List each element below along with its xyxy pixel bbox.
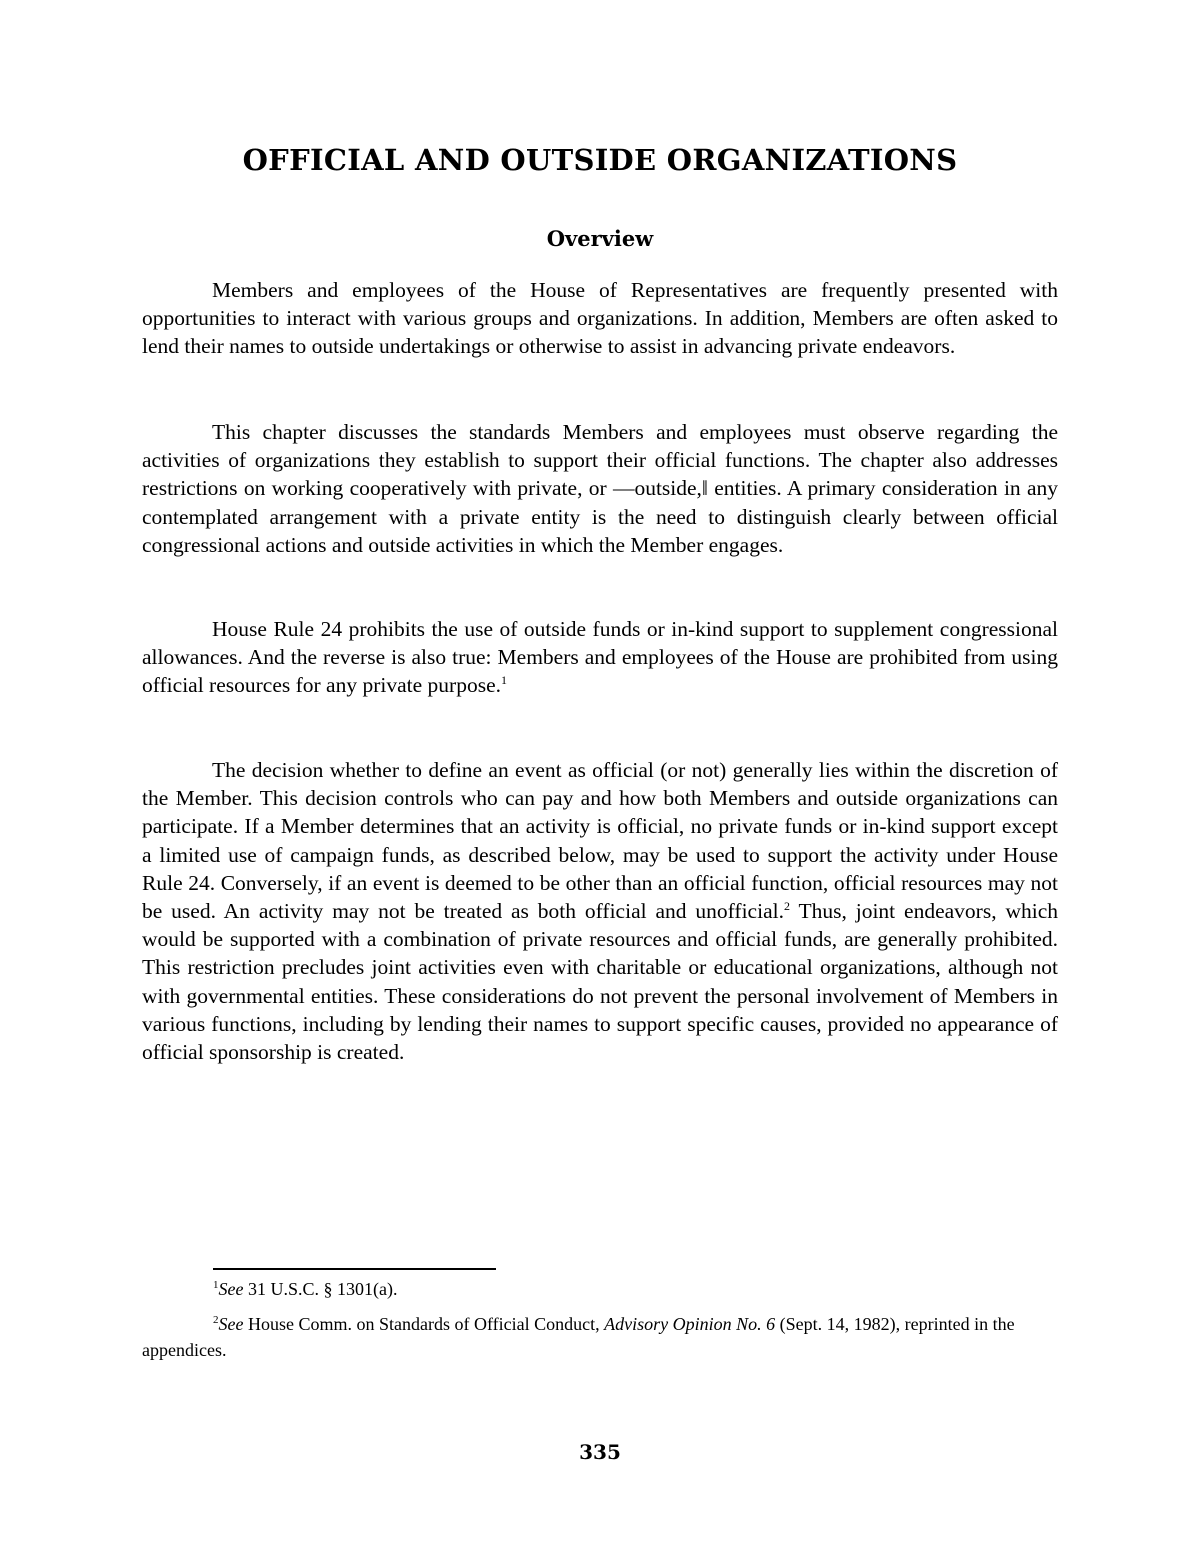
section-heading: Overview (546, 226, 654, 251)
paragraph-chapter-scope: This chapter discusses the standards Members and employees must observe regarding the activities of organizations they establish to support their official functions. The chapter also addresses restrictions on working cooperatively with private, or —outside,‖ entities. A primary consideration in any contemplated arrangement with a private entity is the need to distinguish clearly between official congressional actions and outside activities in which the Member engages. (142, 420, 1058, 557)
footnote-2 (142, 1311, 1058, 1363)
footnote-text: 31 U.S.C. § 1301(a). (243, 1279, 398, 1299)
footnote-text: House Comm. on Standards of Official Conduct, (243, 1314, 605, 1334)
paragraph-text: The decision whether to define an event as official (or not) generally lies within the discretion of the Member. This decision controls who can pay and how both Members and outside organizations can participate. If a Member determines that an activity is official, no private funds or in-kind support except a limited use of campaign funds, as described below, may be used to support the activity under House Rule 24. Conversely, if an event is deemed to be other than an official function, official resources may not be used. An activity may not be treated as both official and unofficial. (142, 758, 1058, 924)
paragraph-house-rule-24 (142, 615, 1058, 700)
footnote-text-continued: (Sept. 14, 1982), reprinted in the appendices. (142, 1314, 1015, 1360)
footnote-number: 1 (213, 1279, 219, 1291)
footnote-reference: 1 (501, 673, 507, 688)
footnote-italic-title: Advisory Opinion No. 6 (604, 1314, 776, 1334)
page-number: 335 (579, 1440, 621, 1464)
footnote-1 (142, 1276, 1058, 1302)
footnote-number: 2 (213, 1314, 219, 1326)
paragraph-text: House Rule 24 prohibits the use of outside funds or in-kind support to supplement congressional allowances. And the reverse is also true: Members and employees of the House are prohibited from using official resources for any private purpose. (142, 617, 1058, 698)
chapter-title: OFFICIAL AND OUTSIDE ORGANIZATIONS (242, 143, 958, 177)
citation-signal: See (218, 1314, 244, 1334)
paragraph-intro: Members and employees of the House of Representatives are frequently presented with opportunities to interact with various groups and organizations. In addition, Members are often asked to lend their names to outside undertakings or otherwise to assist in advancing private endeavors. (142, 278, 1058, 359)
paragraph-text-continued: Thus, joint endeavors, which would be supported with a combination of private resources and official funds, are generally prohibited. This restriction precludes joint activities even with charitable or educational organizations, although not with governmental entities. These considerations do not prevent the personal involvement of Members in various functions, including by lending their names to support specific causes, provided no appearance of official sponsorship is created. (142, 899, 1058, 1065)
citation-signal: See (218, 1279, 244, 1299)
footnote-reference: 2 (783, 898, 790, 913)
footnote-separator (213, 1268, 496, 1270)
paragraph-official-decision (142, 756, 1058, 1066)
